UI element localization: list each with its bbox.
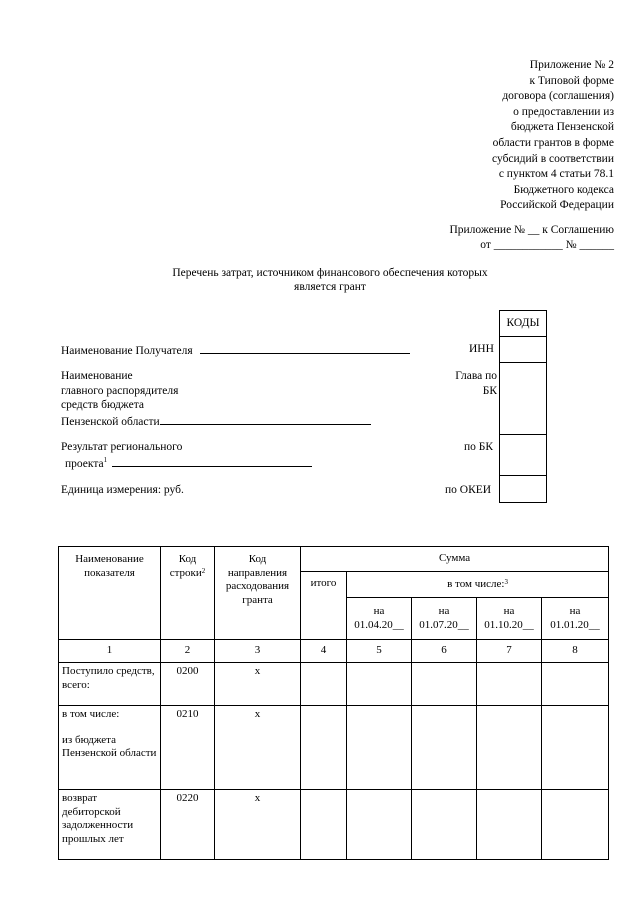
row-name: Поступило средств, всего: bbox=[59, 663, 161, 706]
cell-q3[interactable] bbox=[477, 706, 542, 790]
glava-bk-code-field[interactable] bbox=[499, 362, 547, 435]
header-date-prefix: на bbox=[503, 605, 515, 617]
row-name-sub: из бюджета Пензенской области bbox=[62, 733, 157, 759]
header-spending-direction-code: Код направления расходования гранта bbox=[215, 547, 301, 640]
title-line-2: является грант bbox=[294, 281, 366, 293]
recipient-field bbox=[61, 342, 410, 359]
header-date-prefix: на bbox=[438, 605, 450, 617]
table-row bbox=[59, 790, 609, 860]
chief-manager-field bbox=[61, 369, 371, 429]
po-bk-label: по БК bbox=[464, 441, 494, 453]
chief-manager-input-line[interactable] bbox=[160, 413, 371, 425]
regional-project-input-line[interactable] bbox=[112, 455, 312, 467]
column-number: 6 bbox=[412, 640, 477, 663]
table-row bbox=[59, 663, 609, 706]
footnote-1-marker: 1 bbox=[103, 455, 108, 464]
header-including-text: в том числе: bbox=[447, 577, 505, 590]
cell-q4[interactable] bbox=[542, 790, 609, 860]
header-date-value: 01.01.20__ bbox=[550, 618, 600, 631]
regional-project-label-line-2: проекта bbox=[65, 457, 104, 470]
row-name-main: в том числе: bbox=[62, 708, 120, 720]
header-date-value: 01.10.20__ bbox=[484, 618, 534, 631]
row-code: 0220 bbox=[161, 790, 215, 860]
header-line: субсидий в соответствии bbox=[492, 152, 614, 165]
codes-header-label: КОДЫ bbox=[506, 317, 540, 329]
header-line-code-text: Код строки bbox=[169, 553, 202, 579]
recipient-input-line[interactable] bbox=[200, 342, 410, 354]
cell-total[interactable] bbox=[301, 663, 347, 706]
inn-label: ИНН bbox=[469, 343, 494, 355]
column-number: 3 bbox=[215, 640, 301, 663]
annex-line-1: Приложение № __ к Соглашению bbox=[449, 224, 614, 236]
column-number: 7 bbox=[477, 640, 542, 663]
header-total: итого bbox=[301, 572, 347, 640]
header-date-q4 bbox=[542, 598, 609, 640]
row-direction: x bbox=[215, 663, 301, 706]
recipient-label: Наименование Получателя bbox=[61, 345, 193, 357]
header-line: с пунктом 4 статьи 78.1 bbox=[498, 168, 614, 181]
header-line: Бюджетного кодекса bbox=[513, 183, 614, 196]
header-date-q3 bbox=[477, 598, 542, 640]
column-number: 8 bbox=[542, 640, 609, 663]
header-line: Приложение № 2 bbox=[529, 59, 614, 71]
row-code: 0200 bbox=[161, 663, 215, 706]
row-direction: x bbox=[215, 706, 301, 790]
expenses-table bbox=[58, 546, 609, 860]
cell-q3[interactable] bbox=[477, 663, 542, 706]
po-bk-code-field[interactable] bbox=[499, 434, 547, 476]
document-title bbox=[140, 266, 520, 294]
footnote-2-marker: 2 bbox=[201, 566, 206, 575]
glava-bk-label bbox=[445, 369, 497, 398]
header-line: Российской Федерации bbox=[500, 199, 614, 212]
footnote-3-marker: 3 bbox=[504, 577, 508, 586]
codes-header-cell bbox=[499, 310, 547, 337]
cell-q1[interactable] bbox=[347, 663, 412, 706]
header-date-value: 01.07.20__ bbox=[419, 618, 469, 631]
form-appendix-header bbox=[492, 58, 614, 214]
cell-q4[interactable] bbox=[542, 663, 609, 706]
glava-label-line-1: Глава по bbox=[455, 370, 497, 382]
header-indicator-name: Наименование показателя bbox=[59, 547, 161, 640]
header-date-value: 01.04.20__ bbox=[354, 618, 404, 631]
column-number: 2 bbox=[161, 640, 215, 663]
header-line: о предоставлении из bbox=[513, 105, 614, 118]
header-date-q2 bbox=[412, 598, 477, 640]
cell-q1[interactable] bbox=[347, 790, 412, 860]
cell-q1[interactable] bbox=[347, 706, 412, 790]
row-name: возврат дебиторской задолженности прошлых лет bbox=[59, 790, 161, 860]
header-line: к Типовой форме bbox=[529, 74, 614, 87]
header-line: области грантов в форме bbox=[492, 136, 614, 149]
po-okei-label: по ОКЕИ bbox=[445, 484, 492, 496]
header-including bbox=[347, 572, 609, 598]
header-line: договора (соглашения) bbox=[502, 90, 614, 103]
column-number: 4 bbox=[301, 640, 347, 663]
chief-manager-label-line-4: Пензенской области bbox=[61, 415, 160, 428]
cell-q2[interactable] bbox=[412, 706, 477, 790]
cell-q2[interactable] bbox=[412, 663, 477, 706]
cell-total[interactable] bbox=[301, 790, 347, 860]
inn-code-field[interactable] bbox=[499, 336, 547, 363]
glava-label-line-2: БК bbox=[482, 384, 497, 397]
cell-total[interactable] bbox=[301, 706, 347, 790]
regional-project-label-line-1: Результат регионального bbox=[61, 441, 183, 453]
column-number: 1 bbox=[59, 640, 161, 663]
header-line-code bbox=[161, 547, 215, 640]
header-date-prefix: на bbox=[569, 605, 581, 617]
header-date-prefix: на bbox=[373, 605, 385, 617]
agreement-annex-reference bbox=[449, 223, 614, 253]
column-number: 5 bbox=[347, 640, 412, 663]
cell-q3[interactable] bbox=[477, 790, 542, 860]
row-direction: x bbox=[215, 790, 301, 860]
annex-line-2: от ____________ № ______ bbox=[480, 239, 614, 251]
chief-manager-label-line-2: главного распорядителя bbox=[61, 384, 179, 397]
row-name bbox=[59, 706, 161, 790]
header-date-q1 bbox=[347, 598, 412, 640]
table-row bbox=[59, 706, 609, 790]
header-sum: Сумма bbox=[301, 547, 609, 572]
okei-code-field[interactable] bbox=[499, 475, 547, 503]
chief-manager-label-line-1: Наименование bbox=[61, 370, 133, 382]
unit-of-measure: Единица измерения: руб. bbox=[61, 484, 184, 496]
row-code: 0210 bbox=[161, 706, 215, 790]
cell-q4[interactable] bbox=[542, 706, 609, 790]
header-line: бюджета Пензенской bbox=[510, 121, 614, 134]
cell-q2[interactable] bbox=[412, 790, 477, 860]
chief-manager-label-line-3: средств бюджета bbox=[61, 399, 144, 411]
title-line-1: Перечень затрат, источником финансового обеспечения которых bbox=[172, 267, 488, 279]
column-number-row bbox=[59, 640, 609, 663]
regional-project-field bbox=[61, 440, 312, 471]
